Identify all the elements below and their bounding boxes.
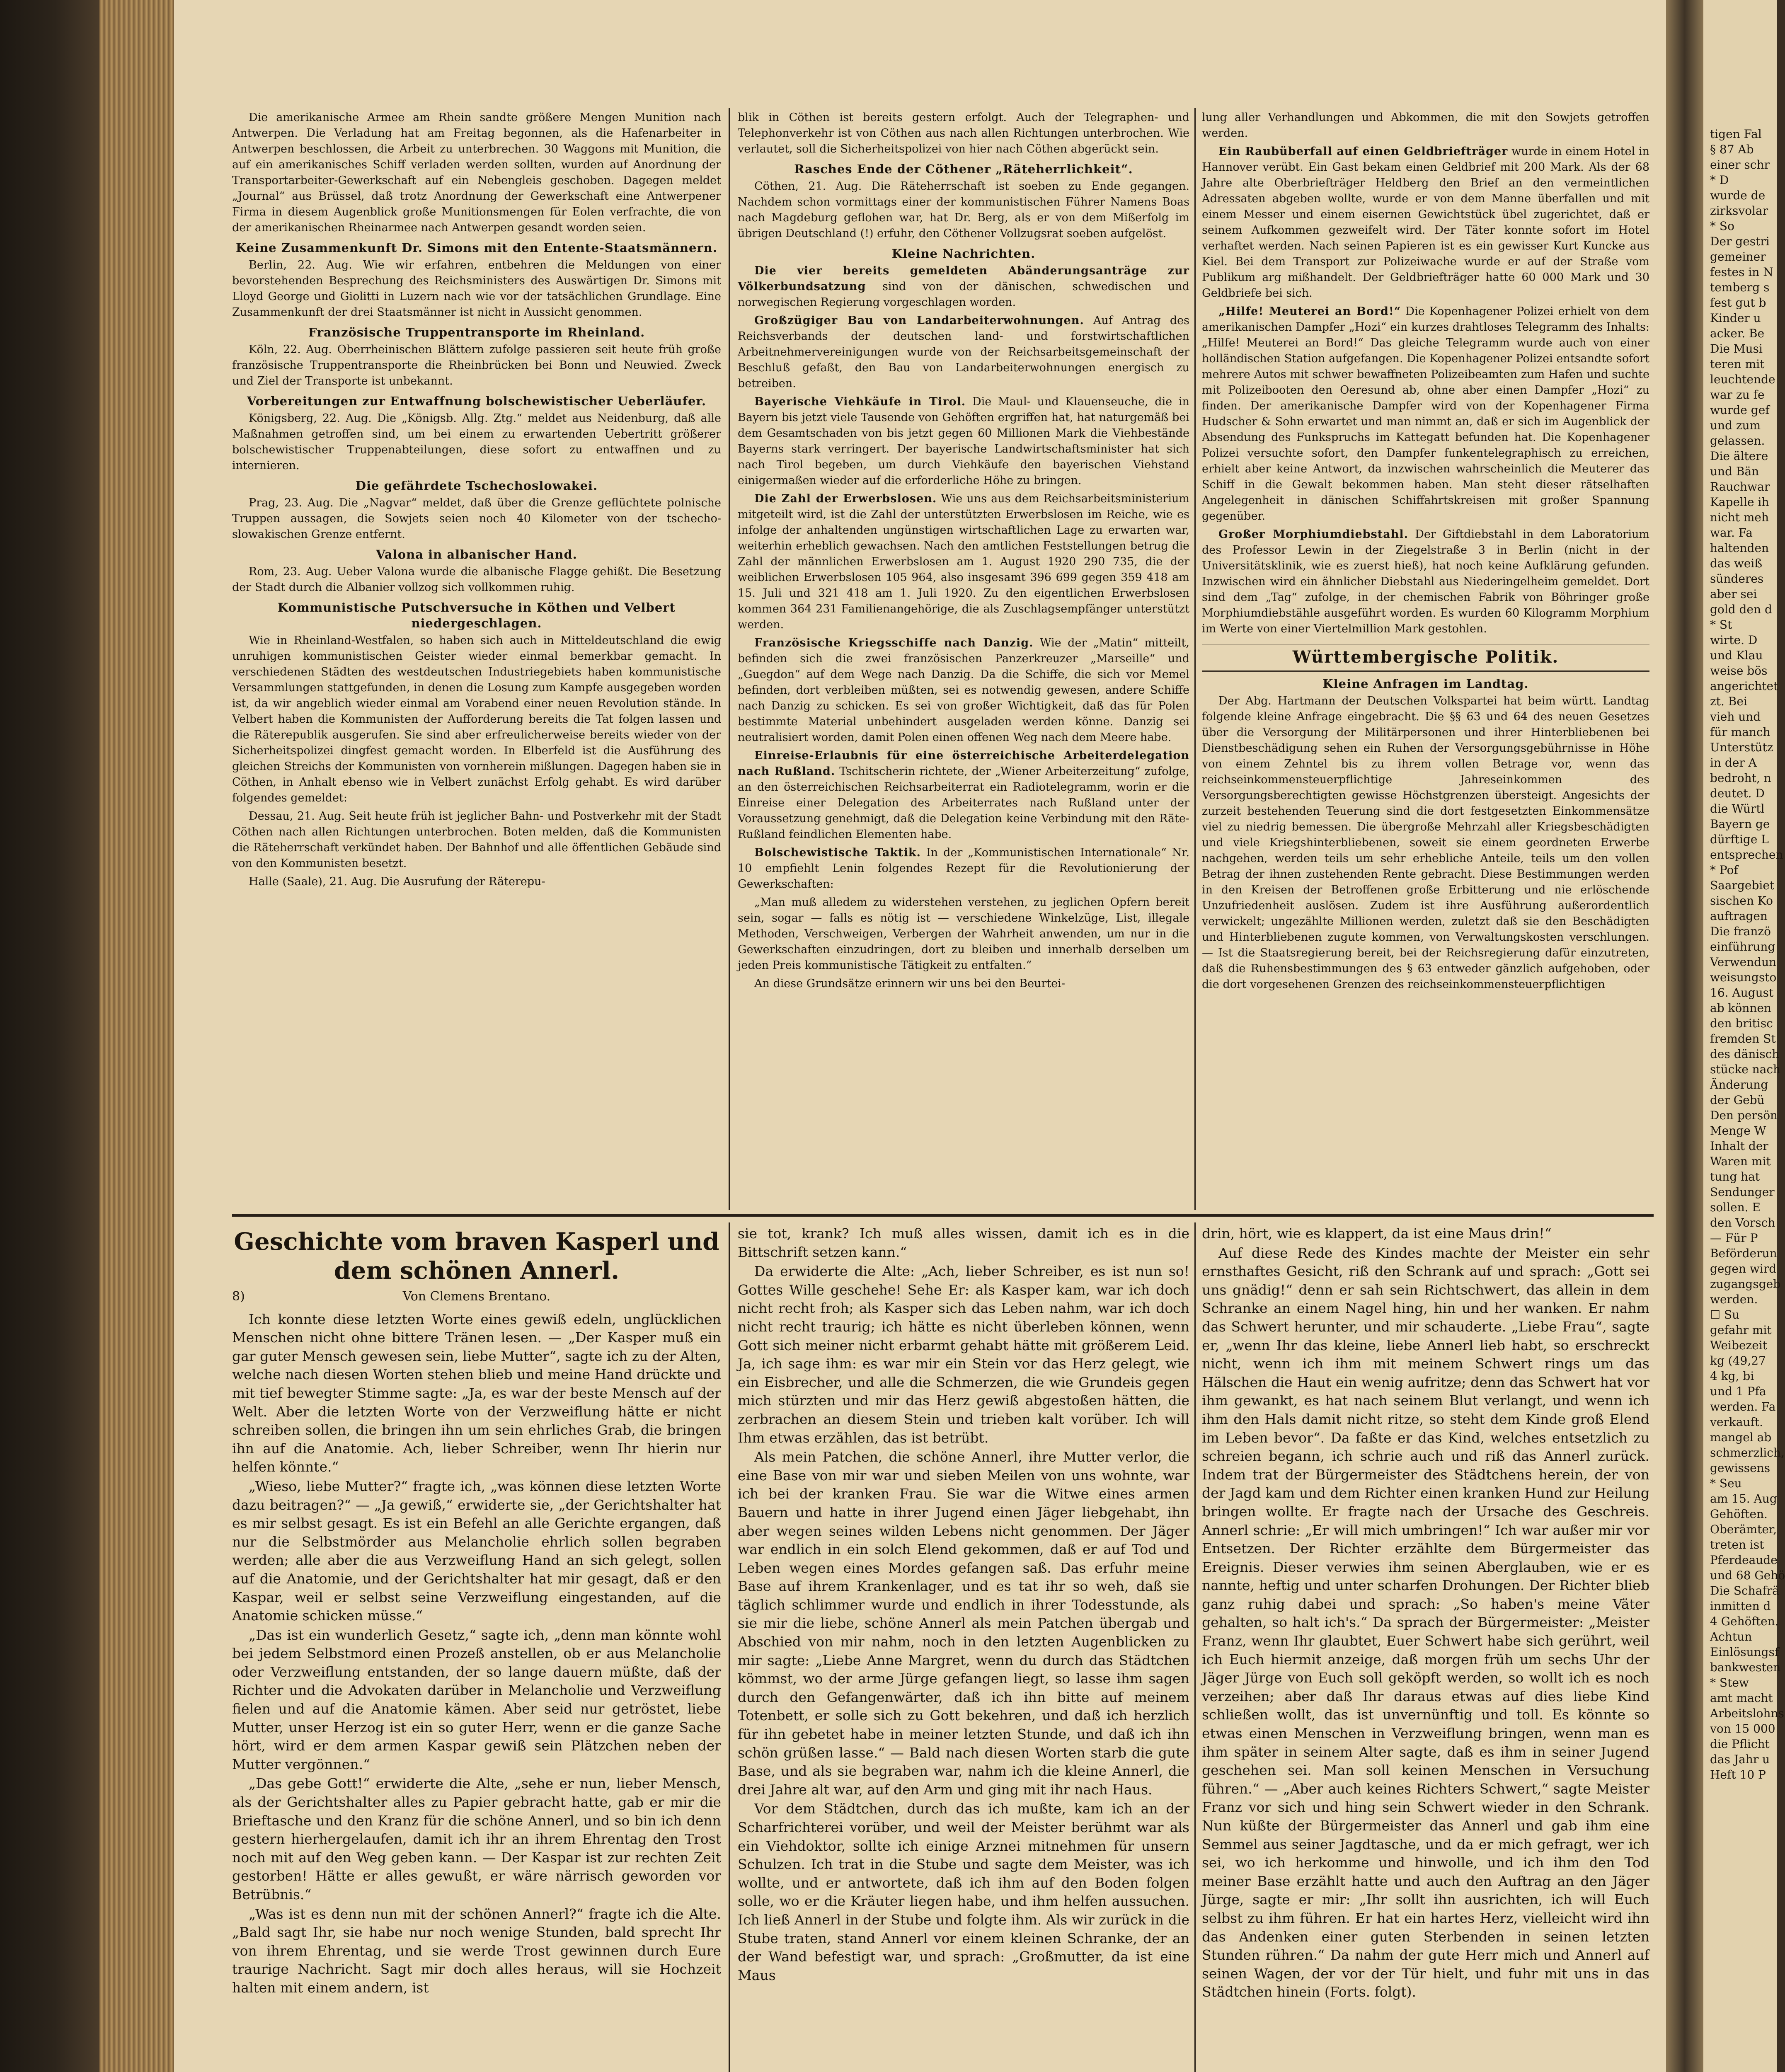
story-byline (232, 1288, 721, 1306)
adjacent-page-line: werden. Fa (1710, 1400, 1776, 1414)
adjacent-page-line: zt. Bei (1710, 695, 1747, 708)
adjacent-page-line: die Pflicht (1710, 1737, 1770, 1751)
section-heading: Württembergische Politik. (1202, 643, 1649, 672)
paragraph-text: Die amerikanische Armee am Rhein sandte größere Mengen Munition nach Antwerpen. Die Verladung hat am Freitag begonnen, als die Hafenarbeiter in Antwerpen beschlossen, die Arbeit zu unterbrechen. 30 Waggons mit Munition, die auf ein amerikanisches Schiff verladen werden sollten, wurden auf Anordnung der Transportarbeiter-Gewerkschaft auf ein Nebengleis geschoben. Dagegen meldet „Journal“ aus Brüssel, daß trotz Anordnung der Gewerkschaft eine Antwerpener Firma in diesem Augenblick große Munitionsmengen für Eolen verfrachte, die von der amerikanischen Rheinarmee nach Antwerpen gesandt worden seien. (232, 111, 721, 234)
run-in-headline: Einreise-Erlaubnis für eine österreichische Arbeiterdelegation nach Rußland. (738, 749, 1189, 778)
run-in-headline: „Hilfe! Meuterei an Bord!“ (1218, 305, 1401, 318)
article-paragraph (738, 263, 1189, 310)
adjacent-page-line: Inhalt der (1710, 1139, 1768, 1153)
adjacent-page-line: bedroht, n (1710, 771, 1771, 785)
installment-number: 8) (232, 1289, 245, 1304)
paragraph-text: Die Maul- und Klauenseuche, die in Bayern bis jetzt viele Tausende von Gehöften ergriffen hat, hat naturgemäß bei dem Gesamtschaden von bis jetzt gegen 60 Millionen Mark die Viehbestände Bayerns stark verringert. Der bayerische Landwirtschaftsminister hat sich nach Tirol begeben, um durch Viehkäufe den bayerischen Viehstand einigermaßen wieder auf die erforderliche Höhe zu bringen. (738, 395, 1190, 487)
adjacent-page-line: von 15 000 (1710, 1722, 1775, 1736)
adjacent-page-line: § 87 Ab (1710, 143, 1754, 156)
paragraph-text: wurde in einem Hotel in Hannover verübt. Ein Gast bekam einen Geldbrief mit 200 Mark. Als der 68 Jahre alte Oberbriefträger Heldberg den Brief an den vermeintlichen Adressaten abgeben wollte, wurde er von dem Manne überfallen und mit einem Messer und einem eisernen Gewichtstück übel zugerichtet, daß er seinem Aufkommen gezweifelt wird. Der Täter konnte sofort im Hotel verhaftet werden. Nach seinen Papieren ist es ein gewisser Kurt Kuncke aus Kiel. Bei dem Transport zur Polizeiwache wurde er auf der Straße vom Publikum arg mißhandelt. Der Geldbriefträger hatte 60 000 Mark und 30 Geldbriefe bei sich. (1202, 145, 1650, 300)
adjacent-page-line: gelassen. (1710, 434, 1765, 448)
article-paragraph (738, 635, 1189, 746)
article-paragraph (738, 491, 1189, 633)
article-headline: Valona in albanischer Hand. (376, 547, 577, 562)
adjacent-page-line: auftragen (1710, 909, 1768, 923)
serial-column-2 (738, 1225, 1189, 2072)
adjacent-page-line: temberg s (1710, 281, 1770, 294)
adjacent-page-line: amt macht (1710, 1691, 1773, 1705)
adjacent-page-line: ab können (1710, 1001, 1772, 1015)
article-paragraph (738, 748, 1189, 842)
adjacent-page-line: die Würtl (1710, 802, 1765, 816)
paragraph-text: Wie in Rheinland-Westfalen, so haben sich auch in Mitteldeutschland die ewig unruhigen kommunistischen Geister wieder einmal bemerkbar gemacht. In verschiedenen Städten des westdeutschen Industriegebiets haben kommunistische Versammlungen stattgefunden, in denen die Losung zum Kampfe ausgegeben worden ist, da wir angeblich wieder einmal am Vorabend einer neuen Revolution stände. In Velbert haben die Kommunisten der Aufforderung bereits die Tat folgen lassen und die Räterepublik ausgerufen. Sie sind aber erfreulicherweise bereits wieder von der Sicherheitspolizei dingfest gemacht worden. In Elberfeld ist die Ausführung des gleichen Streichs der Kommunisten von vornherein mißlungen. Dagegen haben sie in Cöthen, in Anhalt ebenso wie in Velbert zunächst Erfolg gehabt. Es wird darüber folgendes gemeldet: (232, 634, 721, 804)
adjacent-page-line: dürftige L (1710, 833, 1769, 846)
story-paragraph: drin, hört, wie es klappert, da ist eine Maus drin!“ (1202, 1225, 1552, 1242)
adjacent-page-line: gefahr mit (1710, 1323, 1772, 1337)
adjacent-page-line: Die franzö (1710, 925, 1771, 938)
run-in-headline: Französische Kriegsschiffe nach Danzig. (754, 637, 1034, 649)
adjacent-page-line: * Seu (1710, 1477, 1742, 1490)
adjacent-page-line: gewissens (1710, 1461, 1770, 1475)
article-paragraph (232, 564, 721, 595)
adjacent-page-line: * D (1710, 173, 1729, 187)
adjacent-page-line: teren mit (1710, 357, 1765, 371)
serial-text (232, 1310, 721, 1997)
adjacent-page-line: Die Schafrä (1710, 1584, 1779, 1598)
feuilleton-divider (232, 1214, 1654, 1217)
adjacent-page-line: für manch (1710, 725, 1770, 739)
adjacent-page-line: in der A (1710, 756, 1757, 770)
adjacent-page-line: vieh und (1710, 710, 1761, 724)
story-paragraph: „Das gebe Gott!“ erwiderte die Alte, „sehe er nun, lieber Mensch, als der Gerichtshalter alles zu Papier gebracht hatte, gab er mir die Brieftasche und den Kranz für die schöne Annerl, und so bin ich denn gestern hierhergelaufen, damit ich ihr an ihrem Ehrentag den Trost noch mit auf den Weg geben kann. — Der Kaspar ist zur rechten Zeit gestorben! Hätte er alles gewußt, er wäre närrisch geworden vor Betrübnis.“ (232, 1775, 721, 1903)
adjacent-page-line: sollen. E (1710, 1201, 1761, 1214)
adjacent-page-line: — Für P (1710, 1231, 1758, 1245)
adjacent-page-line: zugangsgeb (1710, 1277, 1781, 1291)
adjacent-page-line: werden. (1710, 1293, 1758, 1306)
article-headline: Kleine Anfragen im Landtag. (1322, 677, 1529, 691)
news-column-1 (232, 110, 721, 1208)
paragraph-text: In der „Kommunistischen Internationale“ Nr. 10 empfiehlt Lenin folgendes Rezept für die Revolutionierung der Gewerkschaften: (738, 846, 1190, 891)
paragraph-text: Berlin, 22. Aug. Wie wir erfahren, entbehren die Meldungen von einer bevorstehenden Besprechung des Reichsministers des Auswärtigen Dr. Simons mit Lloyd George und Giolitti in Luzern nach wie vor der tatsächlichen Grundlage. Eine Zusammenkunft der drei Staatsmänner ist nicht in Aussicht genommen. (232, 259, 721, 319)
column-rule (1194, 108, 1196, 1210)
adjacent-page-line: * Stew (1710, 1676, 1749, 1690)
adjacent-page-line: wurde gef (1710, 403, 1770, 417)
story-paragraph: Vor dem Städtchen, durch das ich mußte, kam ich an der Scharfrichterei vorüber, und weil der Meister berühmt war als ein Viehdoktor, sollte ich einige Arznei mitnehmen für unsern Schulzen. Ich trat in die Stube und sagte dem Meister, was ich wollte, und er antwortete, daß ich ihm auf den Boden folgen solle, wo er die Kräuter liegen habe, und ihm helfen aussuchen. Ich ließ Annerl in der Stube und folgte ihm. Als wir zurück in die Stube traten, stand Annerl vor einem kleinen Schranke, der an der Wand befestigt war, und sprach: „Großmutter, da ist eine Maus (738, 1801, 1189, 1983)
paragraph-text: Köln, 22. Aug. Oberrheinischen Blättern zufolge passieren seit heute früh große französische Truppentransporte die Rheinbrücken bei Bonn und Neuwied. Zweck und Ziel der Transporte ist unbekannt. (232, 343, 721, 387)
adjacent-page-line: Weibezeit (1710, 1339, 1768, 1352)
adjacent-page-line: weise bös (1710, 664, 1768, 678)
adjacent-page-line: Oberämter, (1710, 1523, 1777, 1536)
story-paragraph: „Das ist ein wunderlich Gesetz,“ sagte ich, „denn man könnte wohl bei jedem Selbstmord einen Prozeß anstellen, ob er aus Melancholie oder Verzweiflung entstanden, der so lange dauern müßte, daß der Richter und die Advokaten darüber in Melancholie und Verzweiflung fielen und auf die Anatomie kämen. Aber seid nur getröstet, liebe Mutter, unser Herzog ist ein so guter Herr, wenn er die ganze Sache hört, wird er dem armen Kaspar gewiß sein Plätzchen neben der Mutter vergönnen.“ (232, 1627, 721, 1772)
adjacent-page-line: fest gut b (1710, 296, 1766, 310)
adjacent-page-line: Unterstütz (1710, 741, 1773, 754)
article-headline: Kleine Nachrichten. (891, 247, 1036, 261)
adjacent-page-line: treten ist (1710, 1538, 1764, 1552)
adjacent-page-line: mangel ab (1710, 1431, 1772, 1444)
adjacent-page-line: und zum (1710, 419, 1761, 432)
adjacent-page-line: Verwendun (1710, 955, 1777, 969)
article-headline: Französische Truppentransporte im Rheinland. (308, 325, 645, 339)
adjacent-page-line: den Vorsch (1710, 1216, 1775, 1230)
article-paragraph (232, 633, 721, 806)
paragraph-text: Wie uns aus dem Reichsarbeitsministerium mitgeteilt wird, ist die Zahl der unterstützten Erwerbslosen im Reiche, wie es infolge der anhaltenden ungünstigen wirtschaftlichen Lage zu erwarten war, weiterhin erheblich gewachsen. Nach den amtlichen Feststellungen betrug die Zahl der männlichen Erwerbslosen am 1. August 1920 290 735, die der weiblichen Erwerbslosen 105 964, also insgesamt 396 699 gegen 359 418 am 15. Juli und 321 418 am 1. Juli 1920. Zu den eigentlichen Erwerbslosen kommen 364 231 Familienangehörige, die als Zuschlagsempfänger unterstützt werden. (738, 492, 1189, 631)
adjacent-page-line: Änderung (1710, 1078, 1768, 1092)
adjacent-page-line: und 1 Pfa (1710, 1385, 1766, 1398)
adjacent-page-line: bankwesten (1710, 1661, 1781, 1674)
paragraph-text: Halle (Saale), 21. Aug. Die Ausrufung der Räterepu- (249, 875, 545, 888)
adjacent-page-line: ☐ Su (1710, 1308, 1740, 1322)
run-in-headline: Die vier bereits gemeldeten Abänderungsanträge zur Völkerbundsatzung (738, 264, 1189, 293)
adjacent-page-line: Den persön (1710, 1109, 1778, 1122)
run-in-headline: Großzügiger Bau von Landarbeiterwohnungen. (754, 314, 1084, 327)
adjacent-page-line: entsprechen (1710, 848, 1783, 862)
adjacent-page-line: 16. August (1710, 986, 1774, 1000)
adjacent-page-line: haltenden (1710, 541, 1769, 555)
adjacent-page-line: * So (1710, 219, 1734, 233)
adjacent-page-line: gemeiner (1710, 250, 1766, 264)
story-paragraph: „Wieso, liebe Mutter?“ fragte ich, „was können diese letzten Worte dazu beitragen?“ — „Ja gewiß,“ erwiderte sie, „der Gerichtshalter hat es mir selbst gesagt. Es ist ein Befehl an alle Gerichte ergangen, daß nur die Selbstmörder aus Melancholie ehrlich sollen begraben werden; alle aber die aus Verzweiflung Hand an sich gelegt, sollen auf die Anatomie, und der Gerichtshalter hat mir gesagt, daß er den Kaspar, weil er selbst seine Verzweiflung eingestanden, auf die Anatomie schicken müsse.“ (232, 1478, 721, 1624)
paragraph-text: Dessau, 21. Aug. Seit heute früh ist jeglicher Bahn- und Postverkehr mit der Stadt Cöthen nach allen Richtungen unterbrochen. Boten melden, daß die Kommunisten die Räteherrschaft verkündet haben. Der Bahnhof und alle öffentlichen Gebäude sind von den Kommunisten besetzt. (232, 810, 721, 870)
adjacent-page-line: Bayern ge (1710, 817, 1770, 831)
serial-column-3 (1202, 1225, 1649, 2072)
article-paragraph (232, 411, 721, 474)
adjacent-page-line: Beförderun (1710, 1247, 1777, 1260)
paragraph-text: Wie der „Matin“ mitteilt, befinden sich die zwei französischen Panzerkreuzer „Marseille“ und „Guegdon“ auf dem Wege nach Danzig. Da die Schiffe, die sich vor Memel befinden, dort verbleiben müßten, sei es notwendig gewesen, andere Schiffe nach Danzig zu schicken. Es sei von großer Wichtigkeit, daß das für Polen bestimmte Material unbehindert ausgeladen werden könne. Danzig sei neutralisiert worden, damit Polen einen offenen Weg nach dem Meere habe. (738, 637, 1189, 744)
adjacent-page-line: 4 Gehöften. (1710, 1615, 1779, 1628)
adjacent-page-line: zirksvolar (1710, 204, 1768, 218)
run-in-headline: Großer Morphiumdiebstahl. (1218, 528, 1409, 541)
adjacent-page-line: und Bän (1710, 465, 1759, 478)
adjacent-page-line: am 15. Aug (1710, 1492, 1777, 1506)
paragraph-text: Tschitscherin richtete, der „Wiener Arbeiterzeitung“ zufolge, an den österreichischen Reichsarbeiterrat ein Radiotelegramm, worin er die Einreise einer Delegation des Arbeiterrates nach Rußland unter der Voraussetzung genehmigt, daß die Delegation keine Verbindung mit den Räte-Rußland feindlichen Elementen habe. (738, 765, 1189, 841)
serial-column-1 (232, 1225, 721, 2072)
article-paragraph (232, 808, 721, 871)
adjacent-page-line: gegen wird (1710, 1262, 1777, 1276)
article-paragraph (232, 342, 721, 389)
article-paragraph (232, 110, 721, 236)
adjacent-page-line: fremden St (1710, 1032, 1776, 1046)
run-in-headline: Die Zahl der Erwerbslosen. (754, 492, 937, 505)
paragraph-text: Die Kopenhagener Polizei erhielt von dem amerikanischen Dampfer „Hozi“ ein kurzes drahtloses Telegramm des Inhalts: „Hilfe! Meuterei an Bord!“ Das gleiche Telegramm wurde auch von einer holländischen Station aufgefangen. Die Kopenhagener Polizei entsandte sofort mehrere Autos mit schwer bewaffneten Polizeibeamten zum Hafen und suchte mit Polizeibooten den Oeresund ab, ohne aber einen Dampfer „Hozi“ zu finden. Der amerikanische Dampfer wird von der Kopenhagener Firma Hudscher & Sohn erwartet und man nimmt an, daß er sich im Augenblick der Absendung des Funkspruchs im Kattegatt befunden hat. Die Kopenhagener Polizei versuchte sofort, den Dampfer funkentelegraphisch zu erreichen, erhielt aber keine Antwort, da inzwischen wahrscheinlich die Meuterer das Schiff in die Gewalt bekommen haben. Man steht dieser rätselhaften Angelegenheit in dänischen Schiffahrtskreisen mit großer Spannung gegenüber. (1202, 305, 1649, 523)
article-paragraph (738, 895, 1189, 973)
article-paragraph (738, 110, 1189, 157)
adjacent-page-line: des dänisch (1710, 1047, 1780, 1061)
book-spine-binding (0, 0, 99, 2072)
adjacent-page-line: inmitten d (1710, 1599, 1771, 1613)
adjacent-page-line: einführung (1710, 940, 1775, 954)
adjacent-page-line: deutet. D (1710, 787, 1765, 800)
adjacent-page-line: gold den d (1710, 603, 1772, 616)
adjacent-page-line: der Gebü (1710, 1093, 1765, 1107)
adjacent-page-line: stücke nach (1710, 1063, 1781, 1076)
paragraph-text: Königsberg, 22. Aug. Die „Königsb. Allg. Ztg.“ meldet aus Neidenburg, daß alle Maßnahmen getroffen sind, um bei einem zu erwartenden Uebertritt größerer bolschewistischer Truppenabteilungen, diese sofort zu entwaffnen und zu internieren. (232, 412, 721, 472)
article-paragraph (1202, 110, 1649, 141)
paragraph-text: sind von der dänischen, schwedischen und norwegischen Regierung vorgeschlagen worden. (738, 280, 1189, 309)
adjacent-page-line: leuchtende (1710, 373, 1775, 386)
paragraph-text: Der Abg. Hartmann der Deutschen Volkspartei hat beim württ. Landtag folgende kleine Anfrage eingebracht. Die §§ 63 und 64 des neuen Gesetzes über die Versorgung der Militärpersonen und ihrer Hinterbliebenen bei Dienstbeschädigung sehen ein Ruhen der Versorgungsgebührnisse in Höhe von einem Zehntel bis zu ihrem vollen Betrage vor, wenn das reichseinkommensteuerpflichtige Jahreseinkommen des Versorgungsberechtigten gewisse Höchstgrenzen übersteigt. Angesichts der zurzeit bestehenden Teuerung sind die dort festgesetzten Einkommensätze viel zu niedrig bemessen. Die übergroße Mehrzahl aller Kriegsbeschädigten und viele Kriegshinterbliebenen, soweit sie einem geordneten Erwerbe nachgehen, werden teils um sehr erhebliche Anteile, teils um den vollen Betrag der ihnen zustehenden Rente gebracht. Diese Bestimmungen werden in den Kreisen der Betroffenen große Erbitterung und nie erlöschende Unzufriedenheit auslösen. Zudem ist ihre Ausführung außerordentlich verwickelt; ungezählte Millionen werden, zuletzt daß sie den Beschädigten und Hinterbliebenen zugute kommen, von Verwaltungskosten verschlungen. — Ist die Staatsregierung bereit, bei der Reichsregierung dafür einzutreten, daß die Ruhensbestimmungen des § 63 entweder gänzlich aufgehoben, oder die dort vorgesehenen Grenzen des reichseinkommensteuerpflichtigen (1202, 695, 1649, 991)
adjacent-page-line: wirte. D (1710, 633, 1758, 647)
adjacent-page-line: Kinder u (1710, 311, 1761, 325)
paragraph-text: An diese Grundsätze erinnern wir uns bei den Beurtei- (754, 977, 1065, 990)
adjacent-page-line: kg (49,27 (1710, 1354, 1766, 1368)
adjacent-page-line: sischen Ko (1710, 894, 1773, 908)
story-paragraph: Da erwiderte die Alte: „Ach, lieber Schreiber, es ist nun so! Gottes Wille geschehe! Sehe Er: als Kasper kam, war ich doch nicht recht froh; als Kasper sich das Leben nahm, war ich doch nicht recht traurig; ich hätte es nicht überleben können, wenn Gott sich meiner nicht erbarmt gehabt hätte mit größerem Leid. Ja, ich sage ihm: es war mir ein Stein vor das Herz gelegt, wie ein Eisbrecher, und alle die Schmerzen, die wie Grundeis gegen mich stürzten und mir das Herz gewiß abgestoßen hätten, die zerbrachen an diesem Stein und trieben kalt vorüber. Ich will Ihm etwas erzählen, das ist betrübt. (738, 1263, 1189, 1446)
adjacent-page-line: Saargebiet (1710, 879, 1775, 892)
adjacent-page-line: Die ältere (1710, 449, 1768, 463)
column-rule (729, 1222, 730, 2072)
adjacent-page-edge (1703, 0, 1785, 2072)
book-gutter (1666, 0, 1703, 2072)
story-paragraph: „Was ist es denn nun mit der schönen Annerl?“ fragte ich die Alte. „Bald sagt Ihr, sie habe nur noch wenige Stunden, bald sprecht Ihr von ihrem Ehrentag, und sie werde Trost gewinnen durch Eure traurige Nachricht. Sagt mir doch alles heraus, will sie Hochzeit halten mit einem andern, ist (232, 1905, 721, 1996)
adjacent-page-line: weisungsto (1710, 971, 1777, 984)
article-paragraph (1202, 304, 1649, 524)
adjacent-page-line: verkauft. (1710, 1415, 1763, 1429)
adjacent-page-line: angerichtet (1710, 679, 1778, 693)
adjacent-page-line: Der gestri (1710, 235, 1770, 248)
run-in-headline: Ein Raubüberfall auf einen Geldbriefträger (1218, 145, 1508, 158)
paragraph-text: Auf Antrag des Reichsverbands der deutschen land- und forstwirtschaftlichen Arbeitnehmervereinigungen wurde von der Reichsarbeitsgemeinschaft der Beschluß gefaßt, den Bau von Landarbeiterwohnungen energisch zu betreiben. (738, 314, 1189, 390)
adjacent-page-line: acker. Be (1710, 327, 1765, 340)
adjacent-page-line: tigen Fal (1710, 127, 1762, 141)
adjacent-page-line: Waren mit (1710, 1155, 1771, 1168)
article-headline: Keine Zusammenkunft Dr. Simons mit den Entente-Staatsmännern. (236, 241, 717, 255)
adjacent-page-line: Heft 10 P (1710, 1768, 1766, 1782)
adjacent-page-line: Achtun (1710, 1630, 1752, 1644)
adjacent-page-line: das weiß (1710, 557, 1763, 570)
article-paragraph (1202, 693, 1649, 992)
paragraph-text: Rom, 23. Aug. Ueber Valona wurde die albanische Flagge gehißt. Die Besetzung der Stadt durch die Albanier vollzog sich vollkommen ruhig. (232, 565, 721, 594)
adjacent-page-line: sünderes (1710, 572, 1764, 586)
article-paragraph (232, 495, 721, 542)
page-stack-edge (99, 0, 174, 2072)
news-column-2 (738, 110, 1189, 1208)
adjacent-page-line: Einlösungsf (1710, 1645, 1779, 1659)
run-in-headline: Bayerische Viehkäufe in Tirol. (754, 395, 966, 408)
adjacent-page-line: Gehöften. (1710, 1507, 1768, 1521)
adjacent-page-line: aber sei (1710, 587, 1757, 601)
adjacent-page-line: schmerzlich, (1710, 1446, 1785, 1460)
column-rule (1194, 1222, 1196, 2072)
adjacent-page-line: und 68 Gehö (1710, 1569, 1785, 1582)
paragraph-text: Prag, 23. Aug. Die „Nagvar“ meldet, daß über die Grenze geflüchtete polnische Truppen aussagen, die Sowjets seien noch 40 Kilometer von der tschecho-slowakischen Grenze entfernt. (232, 496, 721, 541)
news-column-3 (1202, 110, 1649, 1208)
article-paragraph (738, 179, 1189, 242)
run-in-headline: Bolschewistische Taktik. (754, 846, 921, 859)
adjacent-page-line: Rauchwar (1710, 480, 1770, 494)
adjacent-page-line: * St (1710, 618, 1732, 632)
article-headline: Rasches Ende der Cöthener „Räteherrlichkeit“. (794, 162, 1133, 176)
adjacent-page-line: Kapelle ih (1710, 495, 1769, 509)
adjacent-page-line: nicht meh (1710, 511, 1769, 524)
adjacent-page-line: * Pof (1710, 863, 1738, 877)
adjacent-page-line: Pferdeaude (1710, 1553, 1778, 1567)
adjacent-page-text (1703, 126, 1785, 1782)
adjacent-page-line: Sendunger (1710, 1185, 1775, 1199)
article-paragraph (232, 257, 721, 320)
adjacent-page-line: einer schr (1710, 158, 1770, 172)
adjacent-page-line: war zu fe (1710, 388, 1765, 402)
adjacent-page-line: tung hat (1710, 1170, 1760, 1184)
article-paragraph (1202, 144, 1649, 301)
article-paragraph (738, 313, 1189, 392)
paragraph-text: Cöthen, 21. Aug. Die Räteherrschaft ist soeben zu Ende gegangen. Nachdem schon vormittags einer der kommunistischen Führer Namens Boas nach Magdeburg geflohen war, hat Dr. Berg, als er von dem Mißerfolg im übrigen Deutschland (!) erfuhr, den Cöthener Vollzugsrat soeben aufgelöst. (738, 180, 1189, 240)
adjacent-page-line: festes in N (1710, 265, 1773, 279)
paragraph-text: Der Giftdiebstahl in dem Laboratorium des Professor Lewin in der Ziegelstraße 3 in Berlin (nicht in der Universitätsklinik, wie es zuerst hieß), hat noch keine Aufklärung gefunden. Inzwischen wird ein ähnlicher Diebstahl aus Niederingelheim gemeldet. Dort sind dem „Tag“ zufolge, in der chemischen Fabrik von Böhringer große Morphiumdiebstähle ausgeführt worden. Es wurden 60 Kilogramm Morphium im Werte von einer Viertelmillion Mark gestohlen. (1202, 528, 1650, 635)
adjacent-page-line: das Jahr u (1710, 1752, 1770, 1766)
column-rule (729, 108, 730, 1210)
adjacent-page-line: Menge W (1710, 1124, 1766, 1138)
adjacent-page-line: war. Fa (1710, 526, 1753, 540)
article-headline: Kommunistische Putschversuche in Köthen und Velbert niedergeschlagen. (278, 600, 676, 630)
paragraph-text: lung aller Verhandlungen und Abkommen, die mit den Sowjets getroffen werden. (1202, 111, 1649, 140)
newspaper-page (174, 0, 1666, 2072)
story-author: Von Clemens Brentano. (402, 1289, 551, 1304)
article-headline: Die gefährdete Tschechoslowakei. (355, 479, 598, 493)
article-paragraph (738, 976, 1189, 992)
adjacent-page-line: 4 kg, bi (1710, 1369, 1754, 1383)
article-headline: Vorbereitungen zur Entwaffnung bolschewistischer Ueberläufer. (247, 394, 707, 408)
article-paragraph (738, 394, 1189, 489)
adjacent-page-line: Die Musi (1710, 342, 1763, 356)
adjacent-page-line: wurde de (1710, 189, 1766, 202)
adjacent-page-line: Arbeitslohns (1710, 1706, 1784, 1720)
adjacent-page-line: und Klau (1710, 649, 1763, 662)
story-title: Geschichte vom braven Kasperl und dem schönen Annerl. (234, 1227, 719, 1285)
story-paragraph: Auf diese Rede des Kindes machte der Meister ein sehr ernsthaftes Gesicht, riß den Schrank auf und sprach: „Gott sei uns gnädig!“ denn er sah sein Richtschwert, das allein in dem Schranke an einem Nagel hing, hin und her wanken. Er nahm das Schwert herunter, und mir schauderte. „Liebe Frau“, sagte er, „wenn Ihr das kleine, liebe Annerl lieb habt, so erschreckt nicht, wenn ich ihm mit meinem Schwert rings um das Hälschen die Haut ein wenig aufritze; denn das Schwert hat vor ihm gewankt, es hat nach seinem Blut verlangt, und wenn ich ihm den Hals damit nicht ritze, so steht dem Kinde groß Elend im Leben bevor“. Da faßte er das Kind, welches entsetzlich zu schreien begann, ich schrie auch und riß das Annerl zurück. Indem trat der Bürgermeister des Städtchens herein, der von der Jagd kam und dem Richter einen kranken Hund zur Heilung bringen wollte. Er fragte nach der Ursache des Geschreis. Annerl schrie: „Er will mich umbringen!“ Ich war außer mir vor Entsetzen. Der Richter erzählte dem Bürgermeister das Ereignis. Dieser verwies ihm seinen Aberglauben, wie er es nannte, heftig und unter scharfen Drohungen. Der Richter blieb ganz ruhig dabei und sprach: „So haben's meine Väter gehalten, so halt ich's.“ Da sprach der Bürgermeister: „Meister Franz, wenn Ihr glaubtet, Euer Schwert habe sich gerührt, weil ich Euch hiermit anzeige, daß morgen früh um sechs Uhr der Jäger Jürge von Euch soll geköpft werden, so wollt ich es noch verzeihen; aber daß Ihr daraus etwas auf dies liebe Kind schließen wollt, das ist unvernünftig und toll. Es könnte so etwas einen Menschen in Verzweiflung bringen, wenn man es ihm später in seinem Alter sagte, daß es ihm in seiner Jugend geschehen sei. Man soll keinen Menschen in Versuchung führen.“ — „Aber auch keines Richters Schwert,“ sagte Meister Franz vor sich und hing sein Schwert wieder in den Schrank. Nun küßte der Bürgermeister das Annerl und gab ihm eine Semmel aus seiner Jagdtasche, und da er mich gefragt, wer ich sei, wo ich herkomme und hinwolle, und ich ihm den Tod meiner Base erzählt hatte und auch den Auftrag an den Jäger Jürge, sagte er mir: „Ihr sollt ihn ausrichten, ich will Euch selbst zu ihm führen. Er hat ein hartes Herz, vielleicht wird ihn das Andenken einer guten Sterbenden in seinen letzten Stunden rühren.“ Da nahm der gute Herr mich und Annerl auf seinen Wagen, der vor der Tür hielt, und fuhr mit uns in das Städtchen hinein (Forts. folgt). (1202, 1244, 1649, 2000)
article-paragraph (1202, 527, 1649, 637)
adjacent-page-line: den britisc (1710, 1017, 1773, 1030)
story-paragraph: Als mein Patchen, die schöne Annerl, ihre Mutter verlor, die eine Base von mir war und sieben Meilen von uns wohnte, war ich bei der kranken Frau. Sie war die Witwe eines armen Bauern und hatte in ihrer Jugend einen Jäger liebgehabt, ihn aber wegen seines wilden Lebens nicht genommen. Der Jäger war endlich in ein solch Elend gekommen, daß er auf Tod und Leben wegen eines Mordes gefangen saß. Das erfuhr meine Base auf ihrem Krankenlager, und es tat ihr so weh, daß sie täglich schlimmer wurde und endlich in ihrer Todesstunde, als sie mir die liebe, schöne Annerl als mein Patchen übergab und Abschied von mir nahm, noch in den letzten Augenblicken zu mir sagte: „Liebe Anne Margret, wenn du durch das Städtchen kömmst, wo der arme Jürge gefangen liegt, so lasse ihm sagen durch den Gefangenwärter, daß ich ihn bitte auf meinem Totenbett, er solle sich zu Gott bekehren, und daß ich herzlich für ihn gebetet habe in meiner letzten Stunde, und daß ich ihn schön grüßen lasse.“ — Bald nach diesen Worten starb die gute Base, und als sie begraben war, nahm ich die kleine Annerl, die drei Jahre alt war, auf den Arm und ging mit ihr nach Haus. (738, 1449, 1189, 1798)
paragraph-text: „Man muß alledem zu widerstehen verstehen, zu jeglichen Opfern bereit sein, sogar — falls es nötig ist — verschiedene Winkelzüge, List, illegale Methoden, Verschweigen, Verbergen der Wahrheit anwenden, um nur in die Gewerkschaften einzudringen, dort zu bleiben und innerhalb derselben um jeden Preis kommunistische Tätigkeit zu entfalten.“ (738, 896, 1189, 972)
story-paragraph: Ich konnte diese letzten Worte eines gewiß edeln, unglücklichen Menschen nicht ohne bittere Tränen lesen. — „Der Kasper muß ein gar guter Mensch gewesen sein, liebe Mutter“, sagte ich zu der Alten, welche nach diesen Worten stehen blieb und meine Hand drückte und mit tief bewegter Stimme sagte: „Ja, es war der beste Mensch auf der Welt. Aber die letzten Worte von der Verzweiflung hätte er nicht schreiben sollen, die bringen ihn um sein ehrliches Grab, die bringen ihn auf die Anatomie. Ach, lieber Schreiber, wenn Ihr hierin nur helfen könnte.“ (232, 1311, 721, 1475)
paragraph-text: blik in Cöthen ist bereits gestern erfolgt. Auch der Telegraphen- und Telephonverkehr ist von Cöthen aus nach allen Richtungen unterbrochen. Wie verlautet, soll die Sicherheitspolizei von hier nach Cöthen abgerückt sein. (738, 111, 1189, 155)
article-paragraph (738, 845, 1189, 892)
story-paragraph: sie tot, krank? Ich muß alles wissen, damit ich es in die Bittschrift setzen kann.“ (738, 1225, 1189, 1260)
article-paragraph (232, 874, 721, 890)
